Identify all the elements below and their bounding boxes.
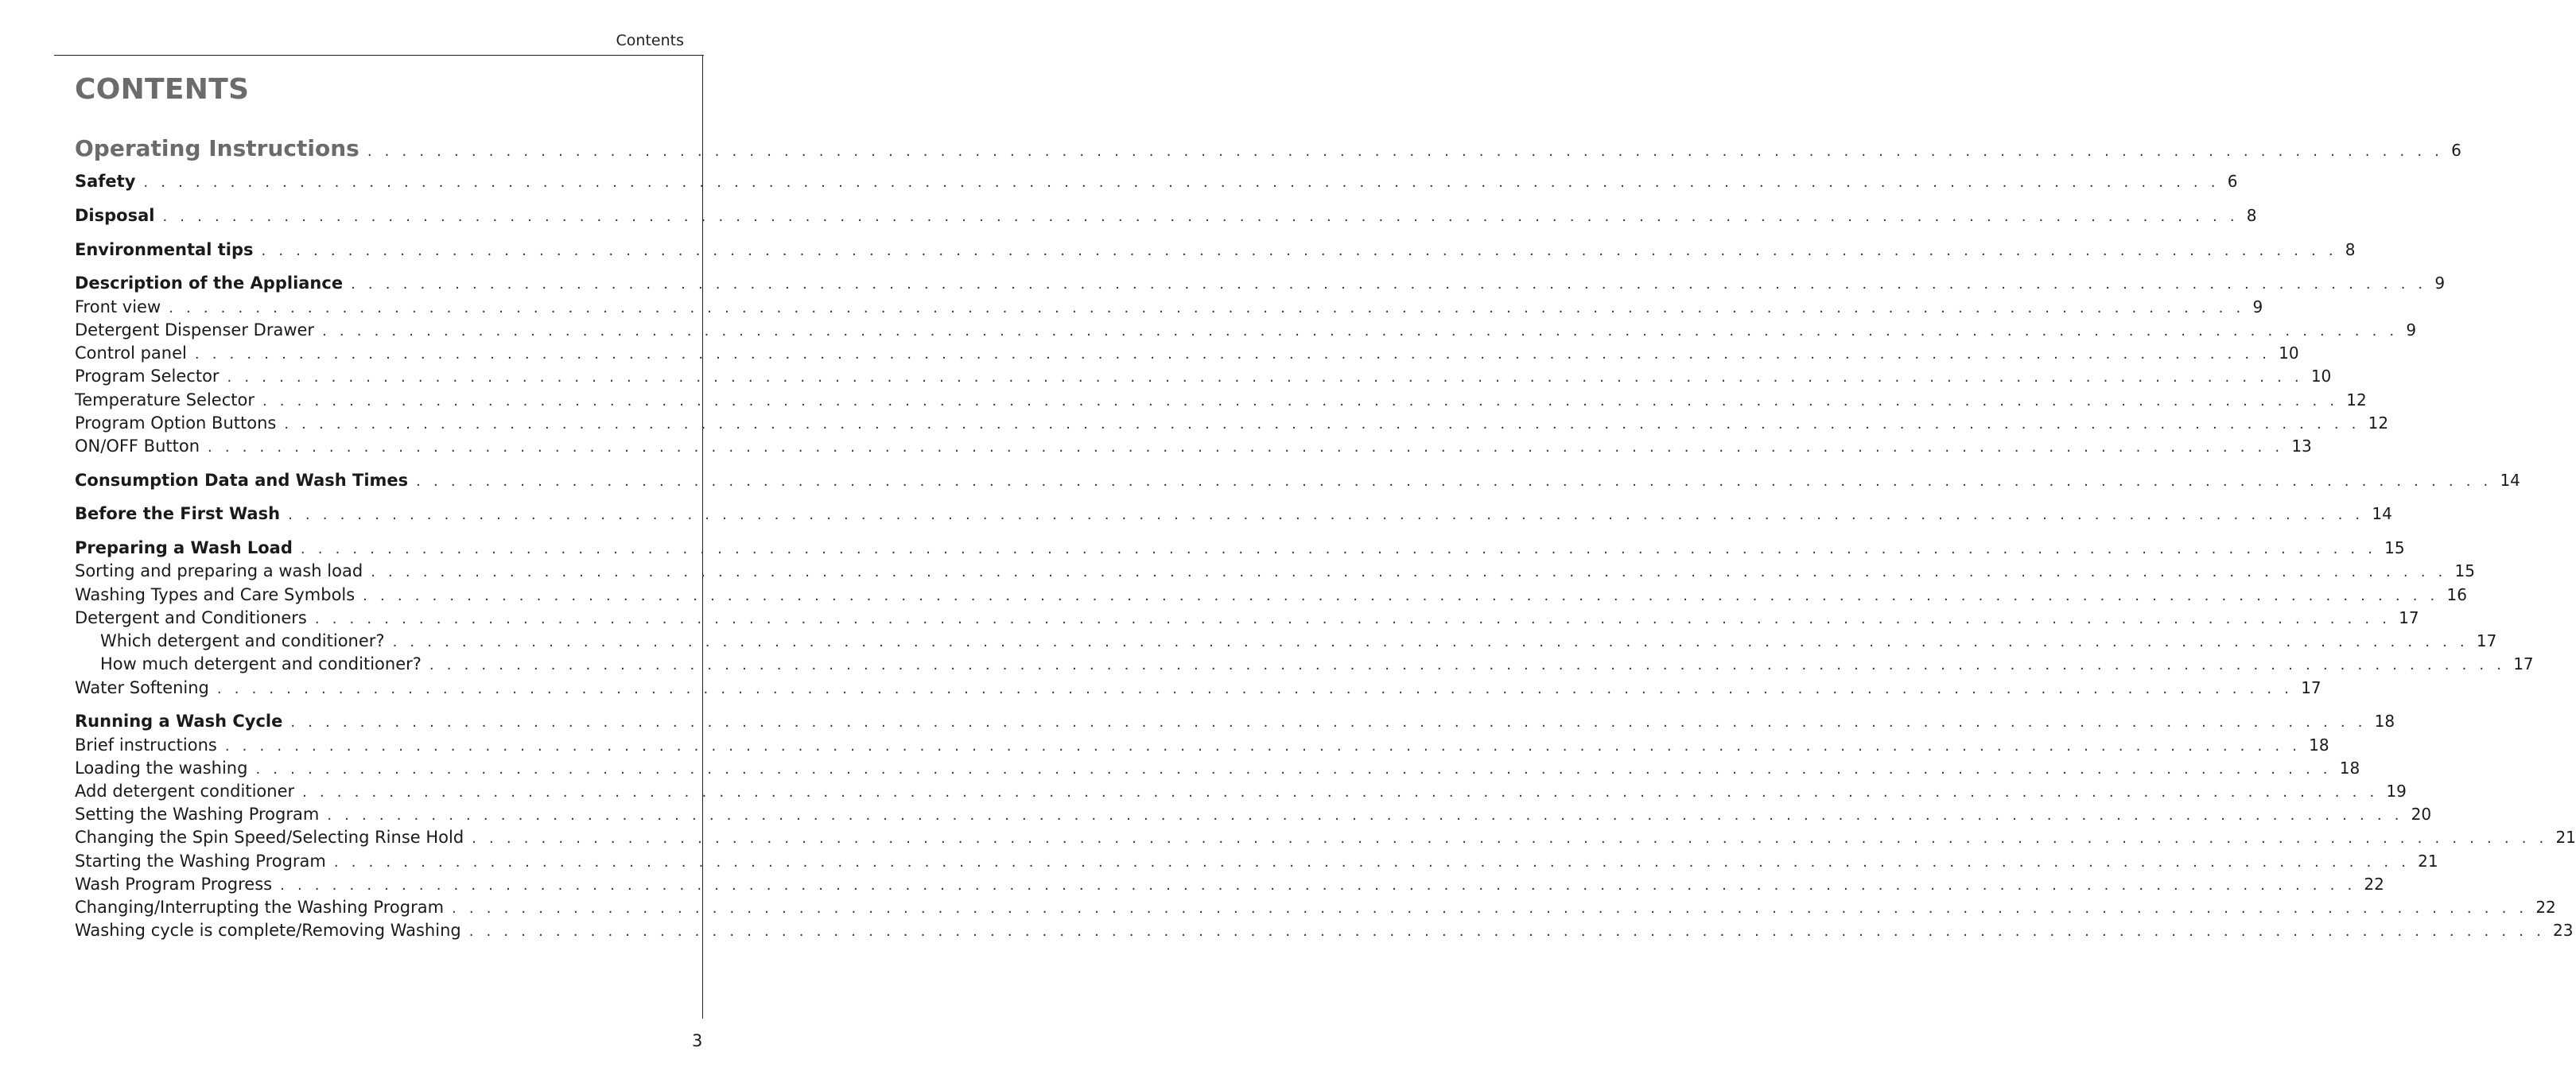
page-title: CONTENTS [75, 73, 250, 106]
toc-leader-dots: . . . . . . . . . . . . . . . . . . . . . . . . . . . . . . . . . . . . . . . . . . . . . . . . . . . . . . . . . . . . . . . . . . . . . . . . . . . . . . . . . . . . . . . . . . . . . . . . . . . . . . . . . . . . . . . . . . . . . . . . [290, 714, 2367, 731]
toc-entry-page: 6 [2451, 141, 2461, 160]
toc-entry-page: 10 [2279, 343, 2299, 363]
toc-entry [75, 538, 2405, 561]
toc-leader-dots: . . . . . . . . . . . . . . . . . . . . . . . . . . . . . . . . . . . . . . . . . . . . . . . . . . . . . . . . . . . . . . . . . . . . . . . . . . . . . . . . . . . . . . . . . . . . . . . . . . . . . . . . . . . . . . . . . . . . . . . . [284, 416, 2360, 433]
toc-entry-title: Water Softening [75, 678, 209, 697]
toc-entry-page: 12 [2368, 413, 2389, 433]
toc-entry-title: Front view [75, 297, 161, 316]
toc-entry-page: 18 [2374, 712, 2395, 731]
toc-entry [75, 875, 2384, 897]
toc-entry [75, 172, 2238, 194]
toc-entry-title: Detergent and Conditioners [75, 608, 307, 627]
toc-entry [75, 852, 2438, 874]
toc-entry-title: Temperature Selector [75, 390, 254, 409]
header-rule [54, 55, 704, 56]
side-rule [702, 55, 703, 1019]
toc-entry-title: Washing Types and Care Symbols [75, 585, 356, 604]
toc-entry-title: Changing/Interrupting the Washing Program [75, 898, 445, 917]
toc-entry-page: 15 [2384, 538, 2405, 557]
toc-entry-page: 9 [2434, 274, 2446, 293]
toc-leader-dots: . . . . . . . . . . . . . . . . . . . . . . . . . . . . . . . . . . . . . . . . . . . . . . . . . . . . . . . . . . . . . . . . . . . . . . . . . . . . . . . . . . . . . . . . . . . . . . . . . . . . . . . . . . . . . . . . . . . . . . . . [416, 473, 2492, 490]
toc-entry [75, 437, 2312, 459]
toc-leader-dots: . . . . . . . . . . . . . . . . . . . . . . . . . . . . . . . . . . . . . . . . . . . . . . . . . . . . . . . . . . . . . . . . . . . . . . . . . . . . . . . . . . . . . . . . . . . . . . . . . . . . . . . . . . . . . . . . . . . . . . . . [429, 657, 2506, 673]
toc-entry-page: 22 [2364, 875, 2384, 894]
toc-leader-dots: . . . . . . . . . . . . . . . . . . . . . . . . . . . . . . . . . . . . . . . . . . . . . . . . . . . . . . . . . . . . . . . . . . . . . . . . . . . . . . . . . . . . . . . . . . . . . . . . . . . . . . . . . . . . . . . . . . . . . . . . [262, 393, 2339, 409]
toc-leader-dots: . . . . . . . . . . . . . . . . . . . . . . . . . . . . . . . . . . . . . . . . . . . . . . . . . . . . . . . . . . . . . . . . . . . . . . . . . . . . . . . . . . . . . . . . . . . . . . . . . . . . . . . . . . . . . . . . . . . . . . . . [322, 323, 2399, 340]
toc-entry-page: 22 [2535, 898, 2556, 917]
toc-entry [75, 782, 2407, 804]
toc-entry-page: 14 [2500, 471, 2520, 490]
toc-entry-page: 19 [2386, 782, 2407, 801]
toc-entry-title: Detergent Dispenser Drawer [75, 320, 315, 340]
toc-entry [75, 206, 2257, 228]
toc-entry-page: 8 [2345, 240, 2356, 259]
toc-entry-title: Environmental tips [75, 240, 254, 259]
toc-entry-page: 13 [2291, 437, 2312, 456]
toc-entry-title: Before the First Wash [75, 504, 281, 523]
toc-entry [75, 320, 2417, 343]
toc-entry-title: ON/OFF Button [75, 437, 200, 456]
toc-entry-title: Control panel [75, 343, 187, 363]
toc-entry-title: Changing the Spin Speed/Selecting Rinse Hold [75, 828, 464, 847]
toc-entry [75, 608, 2419, 631]
toc-entry-page: 18 [2339, 759, 2360, 778]
toc-entry-page: 9 [2406, 320, 2417, 340]
toc-entry-title: Sorting and preparing a wash load [75, 561, 363, 580]
toc-entry [75, 413, 2389, 436]
toc-leader-dots: . . . . . . . . . . . . . . . . . . . . . . . . . . . . . . . . . . . . . . . . . . . . . . . . . . . . . . . . . . . . . . . . . . . . . . . . . . . . . . . . . . . . . . . . . . . . . . . . . . . . . . . . . . . . . . . . . . . . . . . . [255, 761, 2332, 778]
toc-entry [75, 631, 2497, 654]
toc-entry [75, 561, 2475, 584]
toc-entry [75, 921, 2574, 943]
toc-entry-title: Setting the Washing Program [75, 805, 320, 824]
toc-entry-page: 6 [2227, 172, 2238, 191]
toc-entry [75, 274, 2446, 296]
toc-entry [75, 471, 2520, 493]
toc-entry-page: 9 [2252, 297, 2263, 316]
toc-entry [75, 712, 2395, 734]
page-number: 3 [692, 1031, 703, 1050]
toc-entry [75, 504, 2392, 526]
toc-leader-dots: . . . . . . . . . . . . . . . . . . . . . . . . . . . . . . . . . . . . . . . . . . . . . . . . . . . . . . . . . . . . . . . . . . . . . . . . . . . . . . . . . . . . . . . . . . . . . . . . . . . . . . . . . . . . . . . . . . . . . . . . [472, 830, 2548, 847]
toc-entry-title: Wash Program Progress [75, 875, 273, 894]
toc-entry-title: Consumption Data and Wash Times [75, 471, 409, 490]
toc-entry [75, 135, 2461, 164]
toc-leader-dots: . . . . . . . . . . . . . . . . . . . . . . . . . . . . . . . . . . . . . . . . . . . . . . . . . . . . . . . . . . . . . . . . . . . . . . . . . . . . . . . . . . . . . . . . . . . . . . . . . . . . . . . . . . . . . . . . . . . . . . . . [314, 611, 2391, 627]
toc-entry [75, 585, 2467, 607]
toc-leader-dots: . . . . . . . . . . . . . . . . . . . . . . . . . . . . . . . . . . . . . . . . . . . . . . . . . . . . . . . . . . . . . . . . . . . . . . . . . . . . . . . . . . . . . . . . . . . . . . . . . . . . . . . . . . . . . . . . . . . . . . . . [392, 634, 2469, 650]
toc-leader-dots: . . . . . . . . . . . . . . . . . . . . . . . . . . . . . . . . . . . . . . . . . . . . . . . . . . . . . . . . . . . . . . . . . . . . . . . . . . . . . . . . . . . . . . . . . . . . . . . . . . . . . . . . . . . . . . . . . . . . . . . . [261, 243, 2337, 259]
toc-leader-dots: . . . . . . . . . . . . . . . . . . . . . . . . . . . . . . . . . . . . . . . . . . . . . . . . . . . . . . . . . . . . . . . . . . . . . . . . . . . . . . . . . . . . . . . . . . . . . . . . . . . . . . . . . . . . . . . . . . . . . . . . [333, 854, 2411, 871]
toc-entry-page: 8 [2246, 206, 2257, 225]
toc-entry-page: 21 [2555, 828, 2576, 847]
toc-leader-dots: . . . . . . . . . . . . . . . . . . . . . . . . . . . . . . . . . . . . . . . . . . . . . . . . . . . . . . . . . . . . . . . . . . . . . . . . . . . . . . . . . . . . . . . . . . . . . . . . . . . . . . . . . . . . . . . . . . . . . . . . [327, 807, 2403, 824]
toc-entry-title: Add detergent conditioner [75, 782, 295, 801]
toc-entry-title: Safety [75, 172, 136, 191]
toc-entry [75, 678, 2322, 700]
toc-entry-title: Brief instructions [75, 735, 217, 755]
toc-leader-dots: . . . . . . . . . . . . . . . . . . . . . . . . . . . . . . . . . . . . . . . . . . . . . . . . . . . . . . . . . . . . . . . . . . . . . . . . . . . . . . . . . . . . . . . . . . . . . . . . . . . . . . . . . . . . . . . . . . . . . . . . [351, 276, 2427, 293]
toc-leader-dots: . . . . . . . . . . . . . . . . . . . . . . . . . . . . . . . . . . . . . . . . . . . . . . . . . . . . . . . . . . . . . . . . . . . . . . . . . . . . . . . . . . . . . . . . . . . . . . . . . . . . . . . . . . . . . . . . . . . . . . . . [452, 900, 2528, 917]
toc-entry-title: Program Option Buttons [75, 413, 277, 433]
toc-entry-page: 17 [2399, 608, 2419, 627]
toc-entry-page: 15 [2454, 561, 2475, 580]
toc-leader-dots: . . . . . . . . . . . . . . . . . . . . . . . . . . . . . . . . . . . . . . . . . . . . . . . . . . . . . . . . . . . . . . . . . . . . . . . . . . . . . . . . . . . . . . . . . . . . . . . . . . . . . . . . . . . . . . . . . . . . . . . . [143, 174, 2220, 191]
toc-leader-dots: . . . . . . . . . . . . . . . . . . . . . . . . . . . . . . . . . . . . . . . . . . . . . . . . . . . . . . . . . . . . . . . . . . . . . . . . . . . . . . . . . . . . . . . . . . . . . . . . . . . . . . . . . . . . . . . . . . . . . . . . [288, 506, 2364, 523]
toc-entry-title: How much detergent and conditioner? [100, 654, 422, 673]
toc-leader-dots: . . . . . . . . . . . . . . . . . . . . . . . . . . . . . . . . . . . . . . . . . . . . . . . . . . . . . . . . . . . . . . . . . . . . . . . . . . . . . . . . . . . . . . . . . . . . . . . . . . . . . . . . . . . . . . . . . . . . . . . . [371, 564, 2447, 580]
toc-entry [75, 828, 2576, 850]
toc-entry-title: Starting the Washing Program [75, 852, 326, 871]
toc-entry-title: Disposal [75, 206, 155, 225]
toc-entry-page: 17 [2476, 631, 2497, 650]
toc-entry-page: 16 [2446, 585, 2467, 604]
toc-entry [75, 805, 2432, 827]
toc-entry [75, 297, 2263, 320]
toc-leader-dots: . . . . . . . . . . . . . . . . . . . . . . . . . . . . . . . . . . . . . . . . . . . . . . . . . . . . . . . . . . . . . . . . . . . . . . . . . . . . . . . . . . . . . . . . . . . . . . . . . . . . . . . . . . . . . . . . . . . . . . . . [300, 541, 2377, 557]
toc-entry-title: Running a Wash Cycle [75, 712, 283, 731]
toc-entry-title: Description of the Appliance [75, 274, 344, 293]
toc-entry-page: 17 [2301, 678, 2322, 697]
toc-entry-title: Preparing a Wash Load [75, 538, 293, 557]
toc-entry-title: Which detergent and conditioner? [100, 631, 385, 650]
toc-entry-title: Program Selector [75, 367, 220, 386]
toc-entry-title: Loading the washing [75, 759, 248, 778]
toc-entry [75, 240, 2356, 262]
toc-leader-dots: . . . . . . . . . . . . . . . . . . . . . . . . . . . . . . . . . . . . . . . . . . . . . . . . . . . . . . . . . . . . . . . . . . . . . . . . . . . . . . . . . . . . . . . . . . . . . . . . . . . . . . . . . . . . . . . . . . . . . . . . [367, 143, 2444, 160]
toc-leader-dots: . . . . . . . . . . . . . . . . . . . . . . . . . . . . . . . . . . . . . . . . . . . . . . . . . . . . . . . . . . . . . . . . . . . . . . . . . . . . . . . . . . . . . . . . . . . . . . . . . . . . . . . . . . . . . . . . . . . . . . . . [162, 208, 2239, 225]
toc-leader-dots: . . . . . . . . . . . . . . . . . . . . . . . . . . . . . . . . . . . . . . . . . . . . . . . . . . . . . . . . . . . . . . . . . . . . . . . . . . . . . . . . . . . . . . . . . . . . . . . . . . . . . . . . . . . . . . . . . . . . . . . . [302, 784, 2379, 801]
toc-entry-page: 12 [2346, 390, 2367, 409]
toc-leader-dots: . . . . . . . . . . . . . . . . . . . . . . . . . . . . . . . . . . . . . . . . . . . . . . . . . . . . . . . . . . . . . . . . . . . . . . . . . . . . . . . . . . . . . . . . . . . . . . . . . . . . . . . . . . . . . . . . . . . . . . . . [363, 588, 2439, 604]
toc-entry [75, 343, 2299, 366]
toc-entry-page: 21 [2418, 852, 2438, 871]
toc-entry-title: Operating Instructions [75, 135, 359, 161]
toc-entry-page: 14 [2372, 504, 2392, 523]
toc-entry [75, 898, 2556, 920]
toc-entry-page: 10 [2310, 367, 2332, 386]
toc-leader-dots: . . . . . . . . . . . . . . . . . . . . . . . . . . . . . . . . . . . . . . . . . . . . . . . . . . . . . . . . . . . . . . . . . . . . . . . . . . . . . . . . . . . . . . . . . . . . . . . . . . . . . . . . . . . . . . . . . . . . . . . . [227, 369, 2303, 386]
toc-entry [75, 735, 2329, 758]
toc-entry [75, 367, 2332, 389]
toc-leader-dots: . . . . . . . . . . . . . . . . . . . . . . . . . . . . . . . . . . . . . . . . . . . . . . . . . . . . . . . . . . . . . . . . . . . . . . . . . . . . . . . . . . . . . . . . . . . . . . . . . . . . . . . . . . . . . . . . . . . . . . . . [169, 300, 2245, 316]
toc-leader-dots: . . . . . . . . . . . . . . . . . . . . . . . . . . . . . . . . . . . . . . . . . . . . . . . . . . . . . . . . . . . . . . . . . . . . . . . . . . . . . . . . . . . . . . . . . . . . . . . . . . . . . . . . . . . . . . . . . . . . . . . . [216, 681, 2294, 697]
toc-leader-dots: . . . . . . . . . . . . . . . . . . . . . . . . . . . . . . . . . . . . . . . . . . . . . . . . . . . . . . . . . . . . . . . . . . . . . . . . . . . . . . . . . . . . . . . . . . . . . . . . . . . . . . . . . . . . . . . . . . . . . . . . [194, 346, 2271, 363]
toc-entry-page: 17 [2513, 654, 2534, 673]
toc-entry [75, 759, 2360, 781]
toc-leader-dots: . . . . . . . . . . . . . . . . . . . . . . . . . . . . . . . . . . . . . . . . . . . . . . . . . . . . . . . . . . . . . . . . . . . . . . . . . . . . . . . . . . . . . . . . . . . . . . . . . . . . . . . . . . . . . . . . . . . . . . . . [224, 738, 2302, 755]
toc-entry-page: 23 [2553, 921, 2574, 940]
toc-leader-dots: . . . . . . . . . . . . . . . . . . . . . . . . . . . . . . . . . . . . . . . . . . . . . . . . . . . . . . . . . . . . . . . . . . . . . . . . . . . . . . . . . . . . . . . . . . . . . . . . . . . . . . . . . . . . . . . . . . . . . . . . [208, 439, 2284, 456]
toc-entry [75, 654, 2534, 677]
toc-leader-dots: . . . . . . . . . . . . . . . . . . . . . . . . . . . . . . . . . . . . . . . . . . . . . . . . . . . . . . . . . . . . . . . . . . . . . . . . . . . . . . . . . . . . . . . . . . . . . . . . . . . . . . . . . . . . . . . . . . . . . . . . [280, 877, 2356, 894]
toc-entry-page: 18 [2309, 735, 2329, 755]
toc-entry [75, 390, 2367, 413]
toc-entry-page: 20 [2411, 805, 2432, 824]
running-head: Contents [616, 32, 684, 49]
toc-entry-title: Washing cycle is complete/Removing Washing [75, 921, 461, 940]
toc-leader-dots: . . . . . . . . . . . . . . . . . . . . . . . . . . . . . . . . . . . . . . . . . . . . . . . . . . . . . . . . . . . . . . . . . . . . . . . . . . . . . . . . . . . . . . . . . . . . . . . . . . . . . . . . . . . . . . . . . . . . . . . . [468, 923, 2545, 940]
